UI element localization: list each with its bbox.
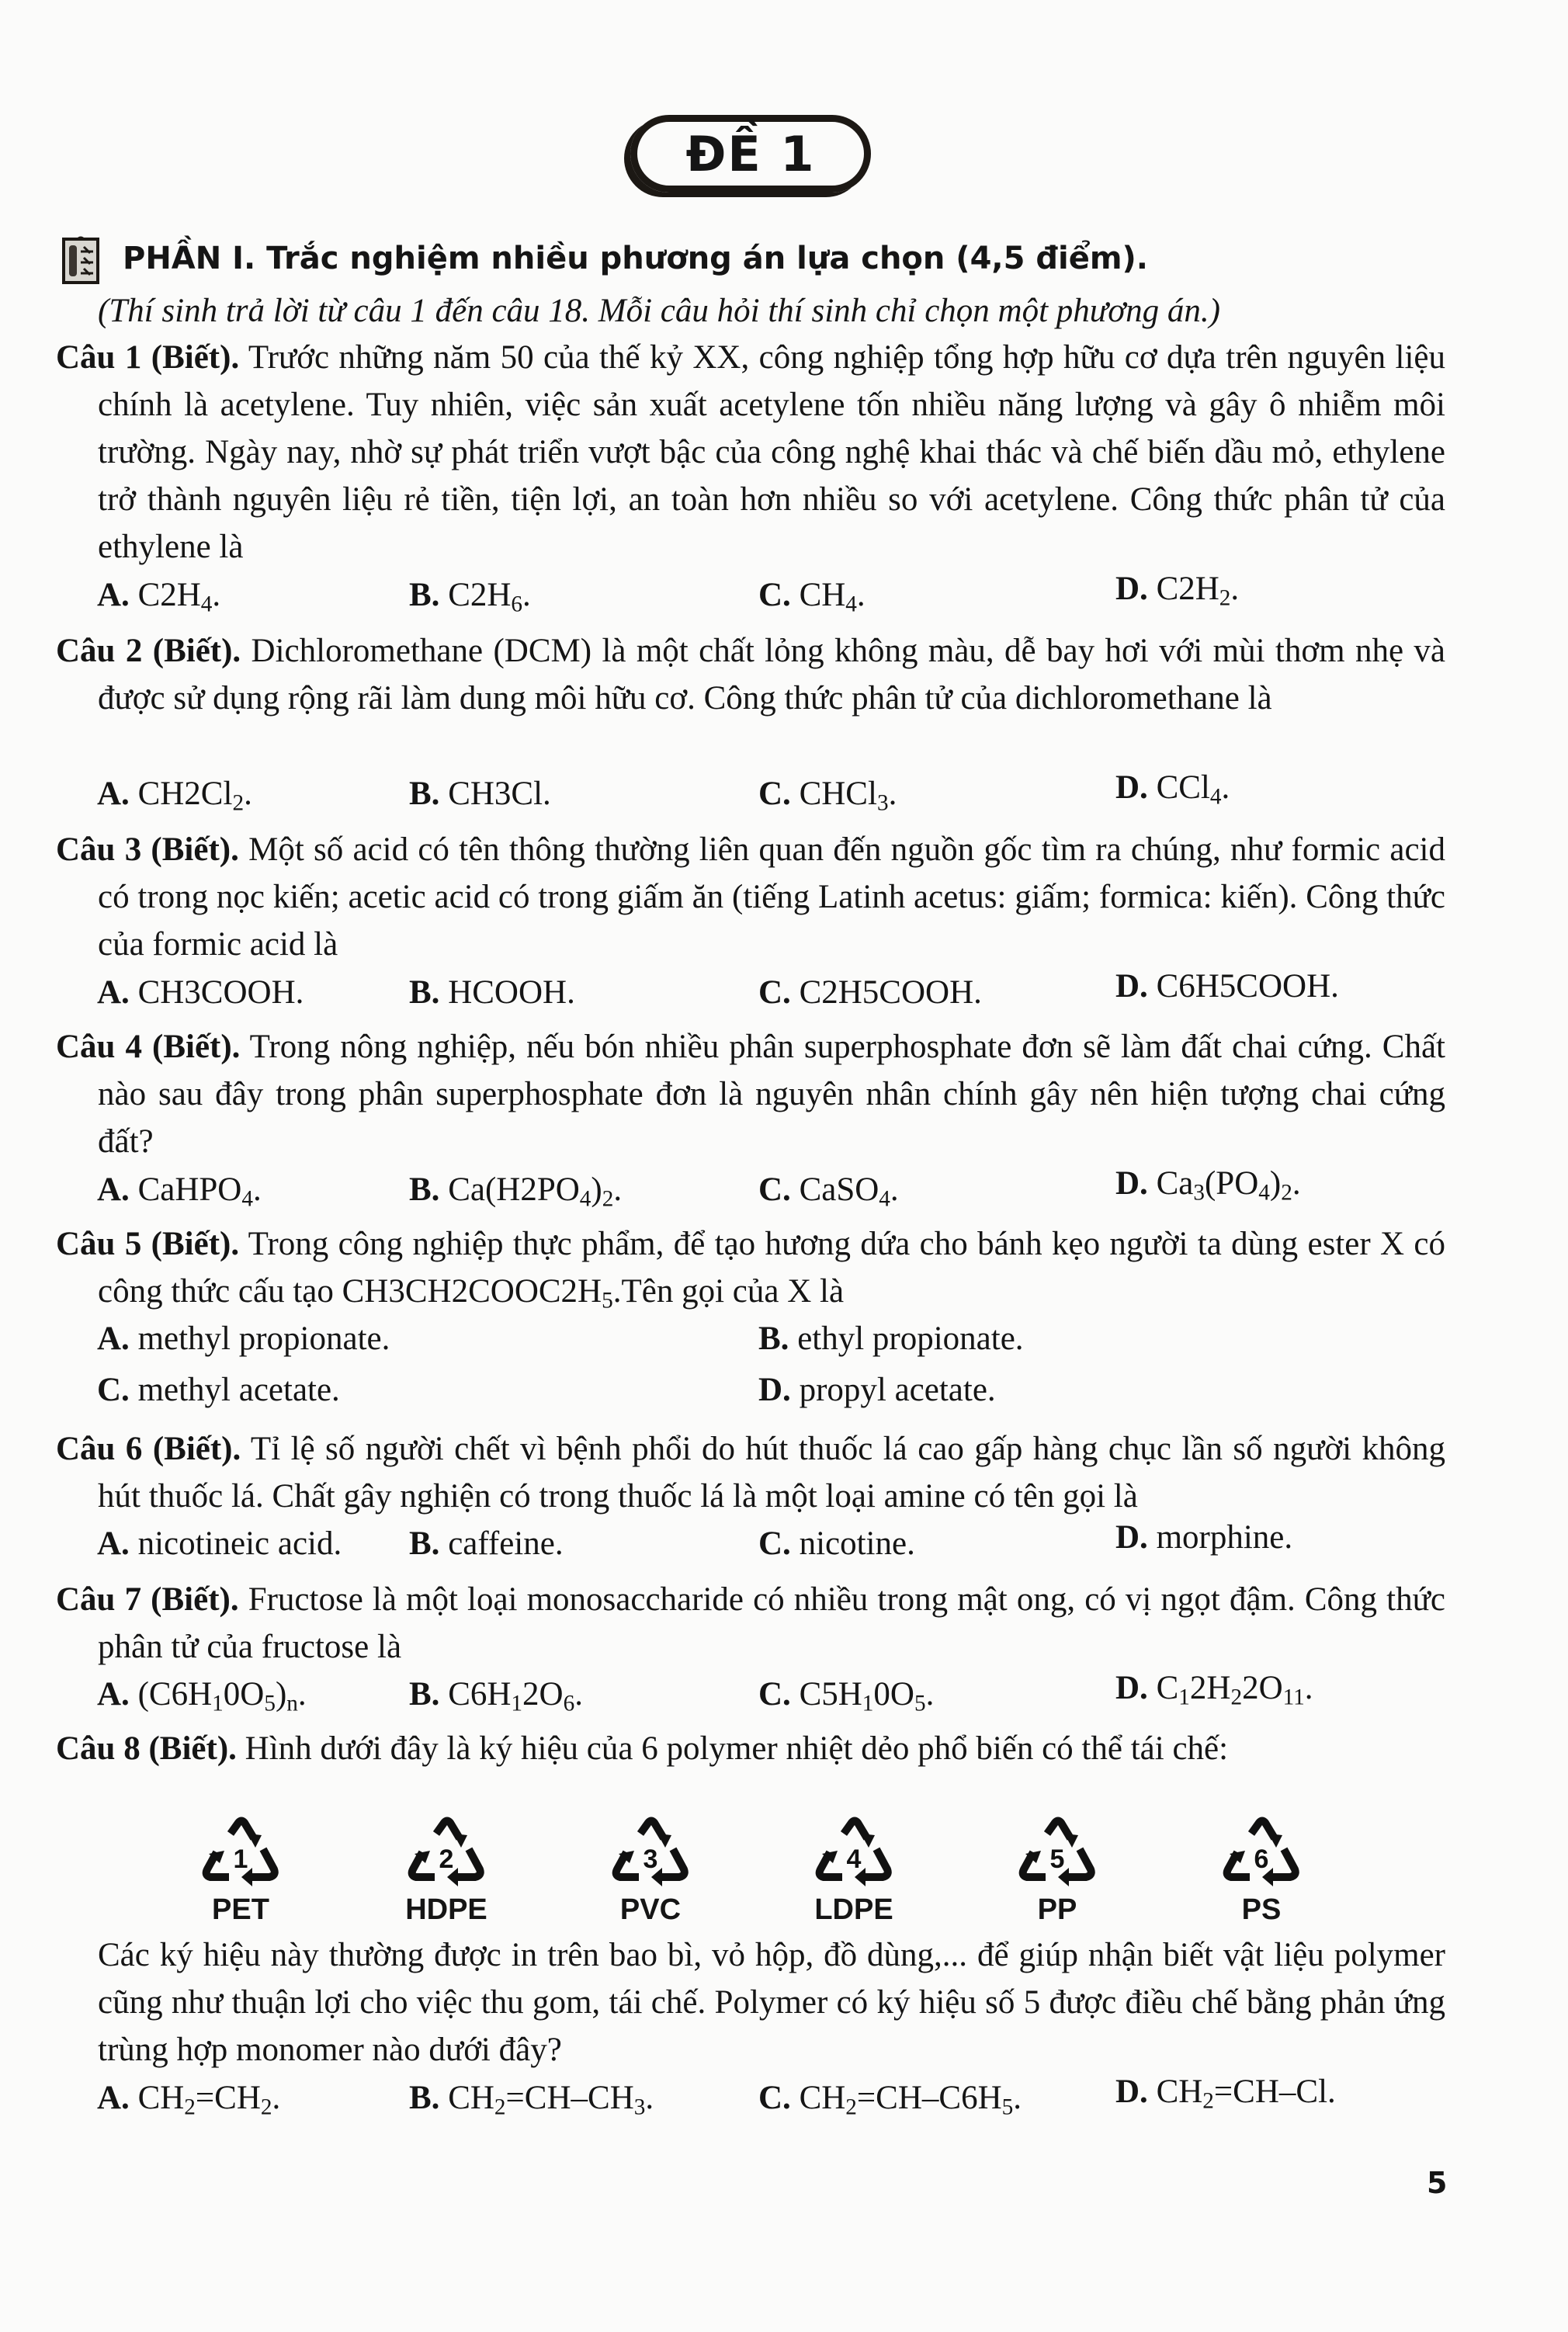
question-stem: Một số acid có tên thông thường liên quan đến nguồn gốc tìm ra chúng, như formic acid có trong nọc kiến; acetic acid có trong giấm ăn (tiếng Latinh acetus: giấm; formica: kiến). Công thức của formic acid là <box>98 831 1445 963</box>
answer-option-b[interactable] <box>409 973 575 1012</box>
answer-options <box>0 2073 1568 2126</box>
question-label: Câu 5 (Biết). <box>56 1226 240 1262</box>
option-key: B. <box>409 1171 440 1208</box>
option-key: A. <box>97 1676 130 1713</box>
option-value: HCOOH. <box>448 974 575 1011</box>
option-key: D. <box>1115 769 1148 806</box>
recycle-label: LDPE <box>814 1893 893 1926</box>
question-stem: Tỉ lệ số người chết vì bệnh phổi do hút thuốc lá cao gấp hàng chục lần số người không hút thuốc lá. Chất gây nghiện có trong thuốc lá là một loại amine có tên gọi là <box>98 1431 1446 1515</box>
option-key: A. <box>97 1171 130 1208</box>
exam-title: ĐỀ 1 <box>685 125 816 182</box>
answer-option-d[interactable] <box>1115 1669 1313 1710</box>
question-label: Câu 2 (Biết). <box>56 633 241 669</box>
recycle-label: PVC <box>619 1893 682 1926</box>
option-value: CCl$_4$. <box>1156 769 1230 810</box>
answer-option-b[interactable] <box>409 576 531 617</box>
option-key: B. <box>409 577 440 613</box>
section-title: PHẦN I. Trắc nghiệm nhiều phương án lựa chọn (4,5 điểm). <box>123 241 1148 276</box>
option-key: C. <box>758 974 791 1011</box>
question-text <box>56 1023 1445 1165</box>
option-key: A. <box>97 577 130 613</box>
recycle-symbol-pvc <box>592 1817 709 1927</box>
question-text <box>56 627 1445 722</box>
question-label: Câu 3 (Biết). <box>56 831 239 868</box>
option-key: C. <box>758 2080 791 2116</box>
question-followup-text: Các ký hiệu này thường được in trên bao bì, vỏ hộp, đồ dùng,... để giúp nhận biết vật liệu polymer cũng như thuận lợi cho việc thu gom, tái chế. Polymer có ký hiệu số 5 được điều chế bằng phản ứng trùng hợp monomer nào dưới đây? <box>98 1937 1445 2068</box>
option-value: $C2H_4$. <box>137 577 221 617</box>
section-instructions: (Thí sinh trả lời từ câu 1 đến câu 18. Mỗi câu hỏi thí sinh chỉ chọn một phương án.) <box>98 293 1221 329</box>
answer-option-a[interactable] <box>97 2079 281 2120</box>
option-value: $C6H_12O_6$. <box>448 1676 583 1716</box>
answer-options <box>0 571 1568 623</box>
recycle-symbol-pet <box>182 1817 299 1927</box>
answer-option-a[interactable] <box>97 973 304 1012</box>
answer-option-d[interactable] <box>1115 967 1339 1005</box>
answer-option-d[interactable] <box>1115 2073 1336 2114</box>
answer-options <box>0 1165 1568 1217</box>
svg-text:3: 3 <box>643 1844 658 1874</box>
recycle-label: PET <box>212 1893 269 1926</box>
option-value: $C_12H_22O_{11}$. <box>1156 1670 1313 1710</box>
question-stem: Trong nông nghiệp, nếu bón nhiều phân superphosphate đơn sẽ làm đất chai cứng. Chất nào sau đây trong phân superphosphate đơn là nguyên nhân chính gây nên hiện tượng chai cứng đất? <box>98 1029 1445 1160</box>
option-value: nicotineic acid. <box>137 1525 342 1562</box>
option-key: A. <box>97 1320 130 1357</box>
option-value: propyl acetate. <box>799 1372 996 1408</box>
option-value: $C2H_2$. <box>1156 571 1240 611</box>
recycle-symbol-ps <box>1203 1817 1320 1927</box>
option-key: B. <box>409 1676 440 1713</box>
answer-option-b[interactable] <box>409 775 551 813</box>
answer-option-a[interactable] <box>97 1320 390 1358</box>
option-key: C. <box>97 1372 130 1408</box>
option-key: C. <box>758 1171 791 1208</box>
answer-option-c[interactable] <box>758 1171 899 1212</box>
option-value: $CH_2=CH-C6H_5$. <box>799 2080 1022 2120</box>
option-value: CaHPO$_4$. <box>137 1171 262 1212</box>
option-key: A. <box>97 2080 130 2116</box>
question-1 <box>56 334 1445 571</box>
option-value: ethyl propionate. <box>797 1320 1024 1357</box>
option-value: nicotine. <box>799 1525 915 1562</box>
option-value: caffeine. <box>448 1525 564 1562</box>
question-label: Câu 7 (Biết). <box>56 1581 239 1618</box>
answer-option-a[interactable] <box>97 576 221 617</box>
answer-option-c[interactable] <box>758 1525 915 1563</box>
answer-option-c[interactable] <box>758 1675 935 1716</box>
option-value: CHCl$_3$. <box>799 776 897 816</box>
question-label: Câu 8 (Biết). <box>56 1730 237 1767</box>
option-key: A. <box>97 776 130 812</box>
option-key: A. <box>97 974 130 1011</box>
recycle-icon <box>608 1817 693 1894</box>
option-key: D. <box>758 1372 791 1408</box>
question-stem: Hình dưới đây là ký hiệu của 6 polymer nhiệt dẻo phổ biến có thể tái chế: <box>236 1730 1229 1767</box>
answer-option-d[interactable] <box>1115 1518 1292 1556</box>
clipboard-checklist-icon <box>62 233 99 284</box>
answer-options <box>0 769 1568 821</box>
recycle-label: PP <box>1037 1893 1077 1926</box>
option-value: CaSO$_4$. <box>799 1171 899 1212</box>
option-key: D. <box>1115 1670 1148 1706</box>
question-4 <box>56 1023 1445 1165</box>
question-text <box>56 1220 1445 1315</box>
question-stem: Trong công nghiệp thực phẩm, để tạo hương dứa cho bánh kẹo người ta dùng ester X có công thức cấu tạo $CH3CH2COOC2H_5.Tên$ gọi của X là <box>98 1226 1446 1313</box>
answer-option-c[interactable] <box>758 973 982 1012</box>
answer-option-d[interactable] <box>758 1371 996 1409</box>
option-key: B. <box>758 1320 789 1357</box>
option-key: D. <box>1115 968 1148 1005</box>
recycle-symbol-ldpe <box>796 1817 912 1927</box>
svg-text:4: 4 <box>846 1844 862 1874</box>
recycle-icon <box>1219 1817 1304 1894</box>
recycle-symbol-pp <box>999 1817 1115 1927</box>
question-label: Câu 6 (Biết). <box>56 1431 241 1467</box>
answer-option-a[interactable] <box>97 1525 342 1563</box>
option-value: $CH_4$. <box>799 577 866 617</box>
svg-text:6: 6 <box>1254 1844 1269 1874</box>
answer-option-a[interactable] <box>97 1675 307 1716</box>
question-label: Câu 1 (Biết). <box>56 339 240 376</box>
answer-option-b[interactable] <box>409 1171 623 1212</box>
answer-option-b[interactable] <box>409 1675 583 1716</box>
question-7 <box>56 1576 1445 1671</box>
question-text <box>56 1576 1445 1671</box>
option-value: C2H5COOH. <box>799 974 982 1011</box>
answer-option-d[interactable] <box>1115 769 1230 810</box>
question-text <box>56 1425 1445 1520</box>
question-6 <box>56 1425 1445 1520</box>
svg-text:5: 5 <box>1049 1844 1065 1874</box>
answer-option-c[interactable] <box>758 2079 1022 2120</box>
option-key: B. <box>409 974 440 1011</box>
answer-options <box>0 1320 1568 1408</box>
question-5 <box>56 1220 1445 1315</box>
answer-option-b[interactable] <box>409 1525 564 1563</box>
option-value: $C5H_10O_5$. <box>799 1676 935 1716</box>
answer-option-c[interactable] <box>758 775 897 816</box>
option-key: B. <box>409 776 440 812</box>
option-value: $CH_2=CH-Cl$. <box>1156 2073 1336 2114</box>
answer-option-a[interactable] <box>97 775 252 816</box>
option-value: $CH_2=CH_2$. <box>137 2080 281 2120</box>
answer-option-b[interactable] <box>409 2079 654 2120</box>
option-key: D. <box>1115 1519 1148 1556</box>
option-key: C. <box>758 1676 791 1713</box>
recycle-icon <box>198 1817 283 1894</box>
question-stem: Dichloromethane (DCM) là một chất lỏng không màu, dễ bay hơi với mùi thơm nhẹ và được sử dụng rộng rãi làm dung môi hữu cơ. Công thức phân tử của dichloromethane là <box>98 633 1445 717</box>
answer-option-c[interactable] <box>758 576 866 617</box>
option-key: D. <box>1115 1165 1148 1202</box>
answer-option-d[interactable] <box>1115 570 1240 611</box>
option-value: $Ca(H2PO_4)_2$. <box>448 1171 623 1212</box>
recycle-label: HDPE <box>405 1893 487 1926</box>
recycle-icon <box>1015 1817 1100 1894</box>
option-key: C. <box>758 577 791 613</box>
question-text <box>56 826 1445 968</box>
exam-title-badge <box>630 115 871 193</box>
option-value: methyl propionate. <box>137 1320 390 1357</box>
option-value: CH3COOH. <box>137 974 304 1011</box>
option-value: C6H5COOH. <box>1156 968 1339 1005</box>
option-key: B. <box>409 2080 440 2116</box>
answer-option-a[interactable] <box>97 1171 262 1212</box>
option-key: D. <box>1115 571 1148 607</box>
recycle-icon <box>404 1817 489 1894</box>
option-key: B. <box>409 1525 440 1562</box>
question-2 <box>56 627 1445 722</box>
option-value: $(C6H_10O_5)_n$. <box>137 1676 307 1716</box>
svg-text:2: 2 <box>439 1844 454 1874</box>
question-label: Câu 4 (Biết). <box>56 1029 241 1065</box>
option-key: A. <box>97 1525 130 1562</box>
question-8 <box>56 1725 1445 1772</box>
option-value: morphine. <box>1156 1519 1293 1556</box>
option-value: $C2H_6$. <box>448 577 531 617</box>
svg-text:1: 1 <box>233 1844 248 1874</box>
question-stem: Fructose là một loại monosaccharide có nhiều trong mật ong, có vị ngọt đậm. Công thức phân tử của fructose là <box>98 1581 1445 1665</box>
recycle-label: PS <box>1241 1893 1282 1926</box>
question-text <box>56 334 1445 571</box>
recycle-symbol-hdpe <box>388 1817 505 1927</box>
option-key: C. <box>758 776 791 812</box>
question-text <box>56 1725 1445 1772</box>
option-value: $CH_2=CH-CH_3$. <box>448 2080 654 2120</box>
question-3 <box>56 826 1445 968</box>
answer-option-b[interactable] <box>758 1320 1024 1358</box>
answer-option-c[interactable] <box>97 1371 340 1409</box>
answer-option-d[interactable] <box>1115 1164 1301 1206</box>
option-value: methyl acetate. <box>137 1372 340 1408</box>
question-stem: Trước những năm 50 của thế kỷ XX, công nghiệp tổng hợp hữu cơ dựa trên nguyên liệu chính là acetylene. Tuy nhiên, việc sản xuất acetylene tốn nhiều năng lượng và gây ô nhiễm môi trường. Ngày nay, nhờ sự phát triển vượt bậc của công nghệ khai thác và chế biến dầu mỏ, ethylene trở thành nguyên liệu rẻ tiền, tiện lợi, an toàn hơn nhiều so với acetylene. Công thức phân tử của ethylene là <box>98 339 1445 565</box>
option-value: CH3Cl. <box>448 776 551 812</box>
page-number: 5 <box>1427 2166 1448 2200</box>
answer-options <box>0 968 1568 1020</box>
option-value: $CH2Cl_2$. <box>137 776 252 816</box>
option-value: $Ca_3(PO_4)_2$. <box>1156 1165 1301 1206</box>
option-key: D. <box>1115 2073 1148 2110</box>
answer-options <box>0 1670 1568 1722</box>
section-heading <box>62 233 1148 284</box>
recycle-icon <box>811 1817 897 1894</box>
answer-options <box>0 1519 1568 1571</box>
option-key: C. <box>758 1525 791 1562</box>
